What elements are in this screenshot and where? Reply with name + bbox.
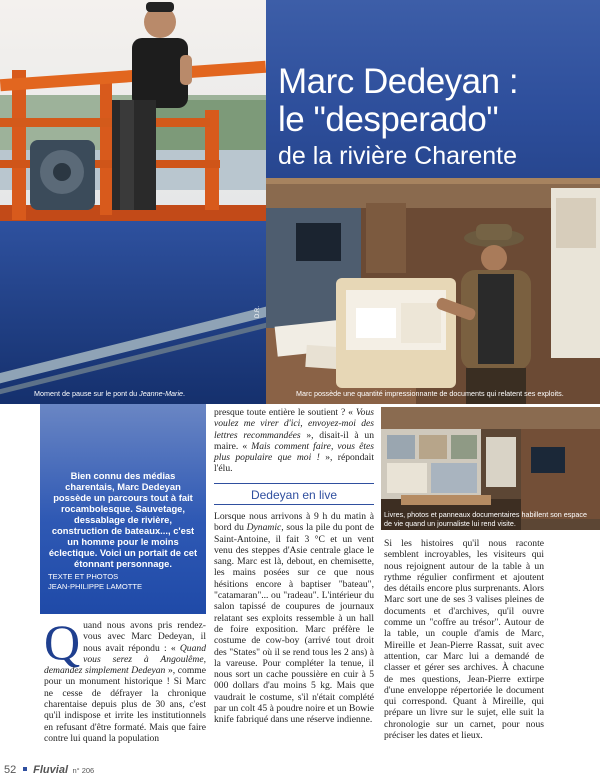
- issue-number: n° 206: [72, 766, 95, 775]
- magazine-name: Fluvial: [33, 764, 68, 776]
- col2-text-a: presque toute entière le soutient ? «: [214, 407, 356, 418]
- article-col-2-bottom: [214, 511, 374, 726]
- caption-end: .: [183, 389, 186, 398]
- intro-box: [40, 404, 206, 614]
- byline: [48, 572, 198, 592]
- col1-text-b: », comme pour un monument historique ! Si Marc ne cesse de défrayer la chronique charentaise depuis plus de 30 ans, c'est qu'il indispose et irrite les institutionnels en refusant d'être formaté. Mais que faire contre lui quand la population: [44, 665, 206, 744]
- page-footer: [4, 760, 94, 778]
- room-photo-caption: Livres, photos et panneaux documentaires habillent son espace de vie quand un journaliste lui rend visite.: [384, 510, 587, 528]
- footer-bullet-icon: [23, 767, 27, 771]
- caption-text: Moment de pause sur le pont du: [34, 389, 140, 398]
- photo-credit: D.R.: [255, 306, 261, 318]
- col1-text-a: uand nous avons pris rendez-vous avec Marc Dedeyan, il nous avait répondu : «: [83, 620, 206, 654]
- intro-lead: Bien connu des médias charentais, Marc Dedeyan possède un parcours tout à fait rocambolesque. Sauvetage, dessablage de rivière, construction de bateaux..., c'est un homme pour le moins éclectique. Voici un portait de cet étonnant personnage.: [48, 470, 198, 569]
- col2-text-c: », répondait l'élu.: [214, 452, 374, 475]
- article-col-2-top: [214, 407, 374, 475]
- title-band: [266, 0, 600, 178]
- col2-quote-2: Mais comment faire, vous êtes plus populaire que moi !: [214, 440, 374, 464]
- byline-author: JEAN-PHILIPPE LAMOTTE: [48, 582, 143, 591]
- byline-role: TEXTE ET PHOTOS: [48, 572, 119, 581]
- drop-cap: Q: [44, 614, 81, 670]
- col2-quote-1: Vous voulez me virer d'ici, envoyez-moi des lettres recommandées: [214, 407, 374, 441]
- man-with-suitcase-photo-icon: [266, 178, 600, 404]
- col3-text: Si les histoires qu'il nous raconte semblent incroyables, les visiteurs qui nous rejoignent autour de la table à un rythme régulier confirment et ajoutent des détails encore plus surprenants. Alors Marc sort une de ses 3 valises pleines de documents et d'archives, qu'il ouvre comme un "coffre au trésor". Autour de la table, un couple d'amis de Marc, Mireille et Jean-Pierre Rassat, suit avec attention, car Marc lui a demandé de classer et gérer ses archives. À chacune de mes questions, Jean-Pierre extirpe d'une enveloppe répertoriée le document qui correspond. Quant à Mireille, qui prépare un livre sur le sujet, elle suit la chronologie sur un carnet, pour nous préciser les dates et lieux.: [384, 538, 544, 742]
- room-photo: [381, 407, 600, 530]
- documents-photo: [266, 178, 600, 404]
- article-col-1: [44, 614, 206, 744]
- documents-photo-caption: Marc possède une quantité impressionnante de documents qui relatent ses exploits.: [296, 389, 564, 398]
- boat-dynamic: Dynamic: [246, 522, 282, 534]
- title-line-2: le "desperado": [278, 100, 499, 139]
- title-line-3: de la rivière Charente: [278, 142, 518, 170]
- subhead-rule-top: [214, 483, 374, 484]
- col2-text-d-post: , sous la pile du pont de Saint-Antoine, il fait 3 °C et un vent venu des steppes d'Asie centrale glace le sang. Marc est là, debout, en chemisette, les mains posées sur ce que nous hésitions encore à baptiser "bateau", "catamaran"... ou "radeau". L'intérieur du salon tapissé de coupures de journaux relatant ses exploits ressemble à un hall de foire exposition. Marc préfère le costume de cow-boy (arrivé tout droit des "States" où il se rend tous les 2 ans) à la vareuse. Pour compléter la tenue, il nous sort un cache poussière en cuir à 5 000 dollars d'au moins 5 kg. Mais que vaudrait le costume, s'il n'était complété par un colt 45 à poudre noire et un Bowie knife fabriqué dans une réserve indienne.: [214, 522, 374, 726]
- title-line-1: Marc Dedeyan :: [278, 62, 519, 101]
- col1-quote: Quand vous serez à Angoulême, demandez simplement Dedeyan: [44, 642, 206, 677]
- boat-name: Jeanne-Marie: [139, 389, 184, 398]
- subhead-rule-bottom: [214, 504, 374, 505]
- boat-man-photo-icon: [0, 0, 266, 404]
- article-col-3: [384, 538, 544, 741]
- boat-photo: [0, 0, 266, 404]
- boat-photo-caption: [34, 389, 264, 398]
- page-number: 52: [4, 764, 17, 776]
- subhead: Dedeyan en live: [250, 488, 338, 502]
- col2-text-d-pre: Lorsque nous arrivons à 9 h du matin à bord du: [214, 511, 374, 534]
- col2-text-b: », disait-il à un maire. «: [214, 429, 374, 452]
